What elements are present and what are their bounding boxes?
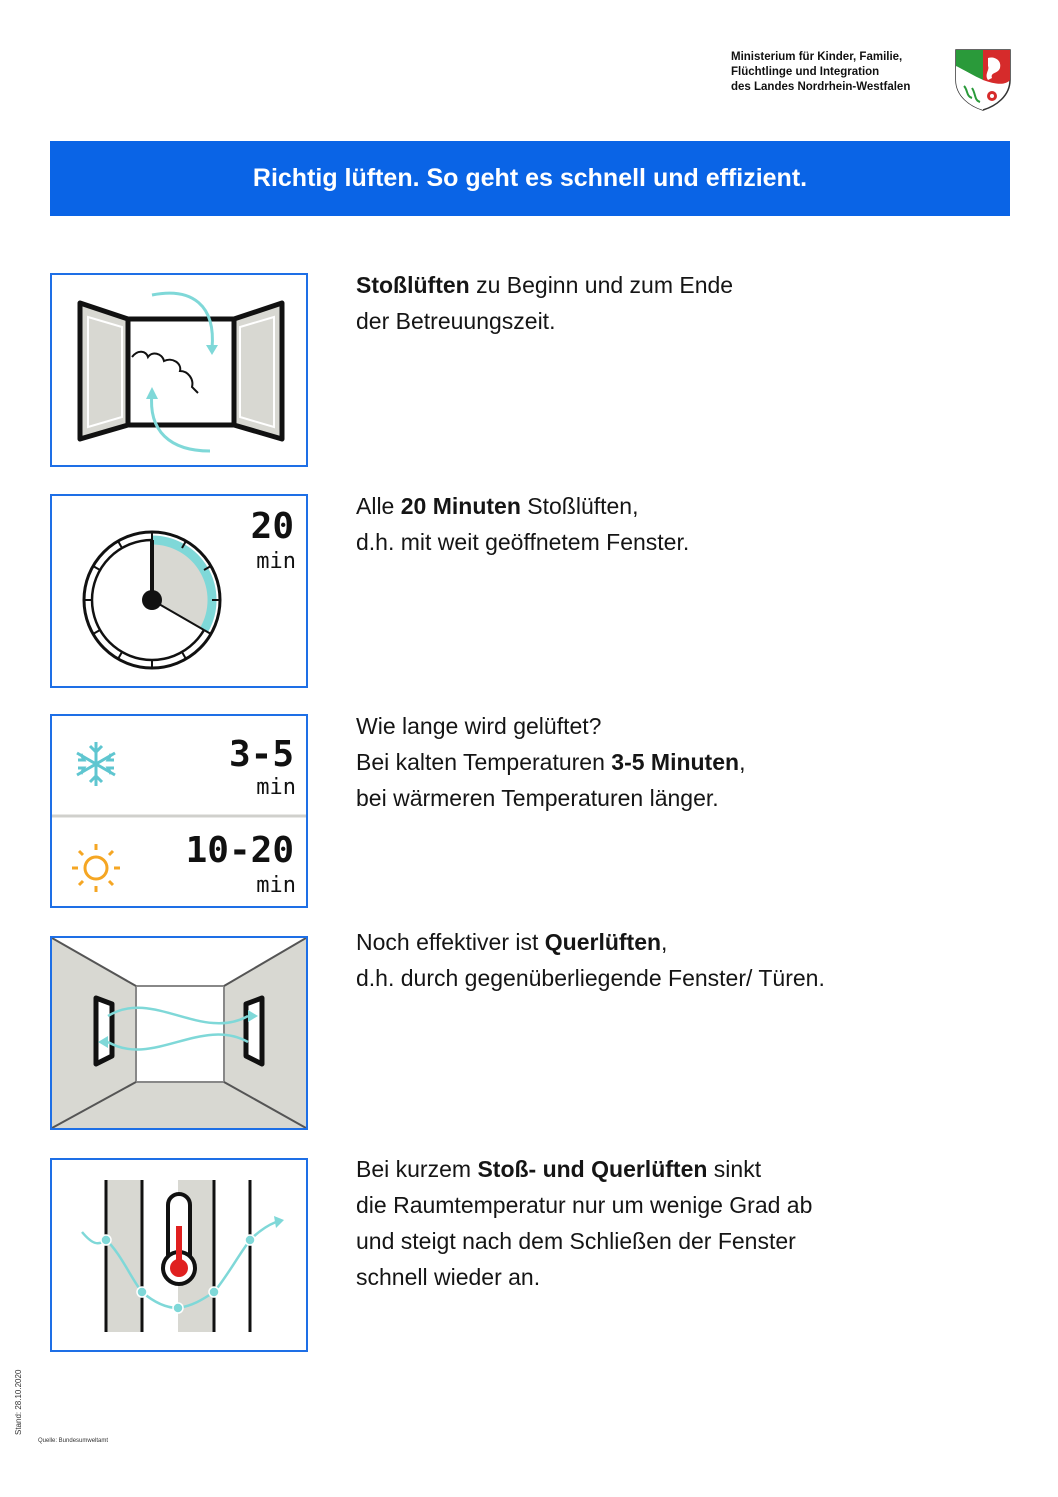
ministry-line: Ministerium für Kinder, Familie, xyxy=(731,51,903,63)
cold-duration-unit: min xyxy=(256,775,296,800)
text-run: d.h. durch gegenüberliegende Fenster/ Türen. xyxy=(356,965,825,991)
icon-frame xyxy=(50,936,308,1130)
text-emphasis: Querlüften xyxy=(544,929,662,955)
text-run: sinkt xyxy=(707,1156,762,1182)
text-run: Noch effektiver ist xyxy=(356,929,545,955)
text-run: Alle xyxy=(356,493,401,519)
text-run: die Raumtemperatur nur um wenige Grad ab xyxy=(356,1192,813,1218)
page-title: Richtig lüften. So geht es schnell und effizient. xyxy=(252,164,808,192)
thermometer-curve-icon xyxy=(52,1160,306,1350)
text-run: schnell wieder an. xyxy=(356,1264,541,1290)
open-window-icon xyxy=(52,275,306,465)
cold-duration-value: 3-5 xyxy=(228,734,294,775)
timer-clock-icon xyxy=(52,496,306,686)
text-run: Stoßlüften, xyxy=(520,493,639,519)
date-stamp: Stand: 28.10.2020 xyxy=(14,1369,23,1435)
section-5-text xyxy=(356,1151,996,1295)
text-run: Wie lange wird gelüftet? xyxy=(356,713,602,739)
text-emphasis: 20 Minuten xyxy=(400,493,521,519)
section-2-text xyxy=(356,488,996,560)
text-run: Bei kalten Temperaturen xyxy=(356,749,612,775)
icon-frame xyxy=(50,494,308,688)
icon-frame xyxy=(50,273,308,467)
warm-duration-unit: min xyxy=(256,873,296,898)
timer-value: 20 xyxy=(250,506,294,547)
cross-ventilation-room-icon xyxy=(52,938,306,1128)
warm-duration-value: 10-20 xyxy=(185,830,294,871)
text-emphasis: Stoß- und Querlüften xyxy=(477,1156,708,1182)
thermometer-icon xyxy=(163,1194,195,1284)
ministry-line: des Landes Nordrhein-Westfalen xyxy=(731,81,911,93)
text-run: d.h. mit weit geöffnetem Fenster. xyxy=(356,529,690,555)
ministry-name xyxy=(731,50,941,95)
page-title-banner xyxy=(50,141,1010,216)
icon-frame xyxy=(50,714,308,908)
ministry-line: Flüchtlinge und Integration xyxy=(731,66,880,78)
text-run: , xyxy=(661,929,668,955)
text-run: bei wärmeren Temperaturen länger. xyxy=(356,785,719,811)
source-note: Quelle: Bundesumweltamt xyxy=(38,1438,109,1444)
text-emphasis: Stoßlüften xyxy=(356,272,470,298)
section-1-text xyxy=(356,267,996,339)
text-run: zu Beginn und zum Ende xyxy=(469,272,734,298)
icon-frame xyxy=(50,1158,308,1352)
nrw-crest-icon xyxy=(950,46,1016,112)
text-run: , xyxy=(739,749,746,775)
text-run: der Betreuungszeit. xyxy=(356,308,556,334)
temperature-duration-icon xyxy=(52,716,306,906)
timer-unit: min xyxy=(256,549,296,574)
text-emphasis: 3-5 Minuten xyxy=(611,749,740,775)
text-run: und steigt nach dem Schließen der Fenster xyxy=(356,1228,796,1254)
text-run: Bei kurzem xyxy=(356,1156,478,1182)
section-3-text xyxy=(356,708,996,816)
section-4-text xyxy=(356,924,996,996)
